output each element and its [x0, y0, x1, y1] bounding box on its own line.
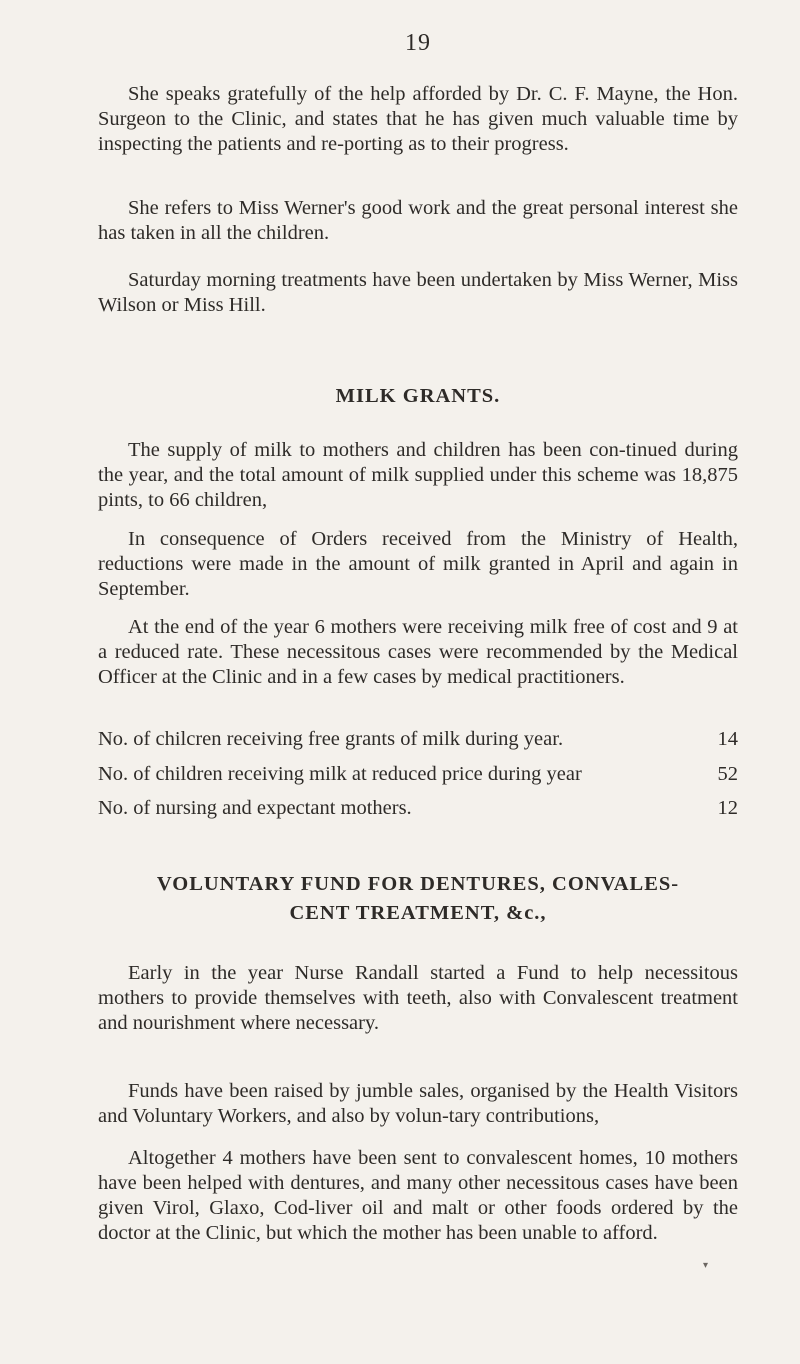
milk-grants-paragraph: In consequence of Orders received from the Ministry of Health, reductions were made in the amount of milk granted in April and again in September.	[98, 528, 738, 600]
section-heading-voluntary-fund	[98, 872, 738, 926]
page-number: 19	[405, 30, 431, 56]
section-heading-milk-grants: MILK GRANTS.	[335, 385, 501, 407]
stat-value: 12	[717, 797, 738, 819]
intro-paragraph: She refers to Miss Werner's good work and the great personal interest she has taken in all the children.	[98, 197, 738, 244]
intro-paragraph: She speaks gratefully of the help afforded by Dr. C. F. Mayne, the Hon. Surgeon to the Clinic, and states that he has given much valuable time by inspecting the patients and re-porting as to their progress.	[98, 83, 738, 155]
milk-grants-paragraph: At the end of the year 6 mothers were receiving milk free of cost and 9 at a reduced rate. These necessitous cases were recommended by the Medical Officer at the Clinic and in a few cases by medical practitioners.	[98, 616, 738, 688]
heading-line: CENT TREATMENT, &c.,	[289, 902, 547, 924]
milk-grants-paragraph: The supply of milk to mothers and children has been con-tinued during the year, and the total amount of milk supplied under this scheme was 18,875 pints, to 66 children,	[98, 439, 738, 511]
stat-label: No. of children receiving milk at reduced price during year	[98, 763, 582, 785]
voluntary-fund-paragraph: Altogether 4 mothers have been sent to convalescent homes, 10 mothers have been helped with dentures, and many other necessitous cases have been given Virol, Glaxo, Cod-liver oil and malt or other foods ordered by the doctor at the Clinic, but which the mother has been unable to afford.	[98, 1147, 738, 1244]
stat-label: No. of chilcren receiving free grants of milk during year.	[98, 728, 564, 750]
intro-paragraph: Saturday morning treatments have been undertaken by Miss Werner, Miss Wilson or Miss Hill.	[98, 269, 738, 316]
voluntary-fund-paragraph: Early in the year Nurse Randall started a Fund to help necessitous mothers to provide themselves with teeth, also with Convalescent treatment and nourishment where necessary.	[98, 962, 738, 1034]
stat-value: 52	[717, 763, 738, 785]
voluntary-fund-paragraph: Funds have been raised by jumble sales, organised by the Health Visitors and Voluntary Workers, and also by volun-tary contributions,	[98, 1080, 738, 1127]
footer-mark: ▾	[703, 1260, 709, 1271]
stat-value: 14	[717, 728, 738, 750]
stat-label: No. of nursing and expectant mothers.	[98, 797, 412, 819]
document-page	[98, 0, 738, 1364]
heading-line: VOLUNTARY FUND FOR DENTURES, CONVALES-	[156, 873, 680, 895]
